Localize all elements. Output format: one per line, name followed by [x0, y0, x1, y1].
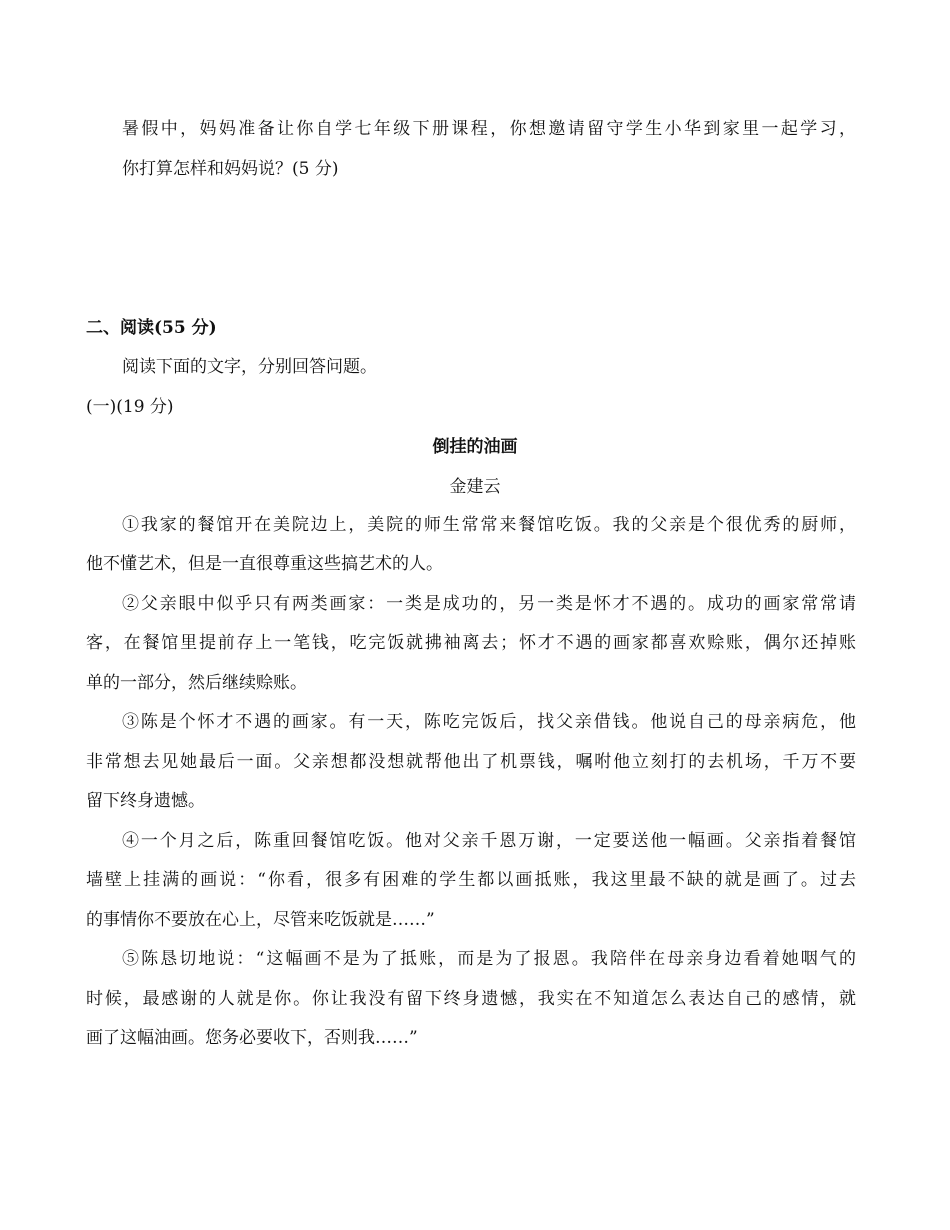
section-heading: 二、阅读(55 分)	[86, 318, 217, 338]
paragraph-4-line-3: 的事情你不要放在心上，尽管来吃饭就是……”	[86, 910, 435, 930]
paragraph-3-line-1: ③陈是个怀才不遇的画家。有一天，陈吃完饭后，找父亲借钱。他说自己的母亲病危，他	[122, 712, 856, 732]
paragraph-1-line-1: ①我家的餐馆开在美院边上，美院的师生常常来餐馆吃饭。我的父亲是个很优秀的厨师，	[122, 515, 856, 535]
question-line-1: 暑假中，妈妈准备让你自学七年级下册课程，你想邀请留守学生小华到家里一起学习，	[122, 119, 856, 139]
paragraph-5-line-2: 时候，最感谢的人就是你。你让我没有留下终身遗憾，我实在不知道怎么表达自己的感情，就	[86, 989, 856, 1009]
article-author: 金建云	[449, 477, 501, 497]
paragraph-2-line-1: ②父亲眼中似乎只有两类画家：一类是成功的，另一类是怀才不遇的。成功的画家常常请	[122, 594, 856, 614]
paragraph-1-line-2: 他不懂艺术，但是一直很尊重这些搞艺术的人。	[86, 554, 443, 574]
paragraph-4-line-2: 墙壁上挂满的画说：“你看，很多有困难的学生都以画抵账，我这里最不缺的就是画了。过去	[86, 870, 856, 890]
paragraph-2-line-3: 单的一部分，然后继续赊账。	[86, 673, 307, 693]
paragraph-3-line-3: 留下终身遗憾。	[86, 791, 205, 811]
paragraph-4-line-1: ④一个月之后，陈重回餐馆吃饭。他对父亲千恩万谢，一定要送他一幅画。父亲指着餐馆	[122, 831, 856, 851]
paragraph-5-line-1: ⑤陈恳切地说：“这幅画不是为了抵账，而是为了报恩。我陪伴在母亲身边看着她咽气的	[122, 949, 856, 969]
paragraph-3-line-2: 非常想去见她最后一面。父亲想都没想就帮他出了机票钱，嘱咐他立刻打的去机场，千万不要	[86, 752, 856, 772]
part-label: (一)(19 分)	[86, 397, 174, 417]
paragraph-5-line-3: 画了这幅油画。您务必要收下，否则我……”	[86, 1028, 418, 1048]
article-title: 倒挂的油画	[432, 437, 518, 457]
section-instruction: 阅读下面的文字，分别回答问题。	[122, 357, 377, 377]
question-line-2: 你打算怎样和妈妈说？(5 分)	[122, 159, 339, 179]
paragraph-2-line-2: 客，在餐馆里提前存上一笔钱，吃完饭就拂袖离去；怀才不遇的画家都喜欢赊账，偶尔还掉账	[86, 633, 856, 653]
